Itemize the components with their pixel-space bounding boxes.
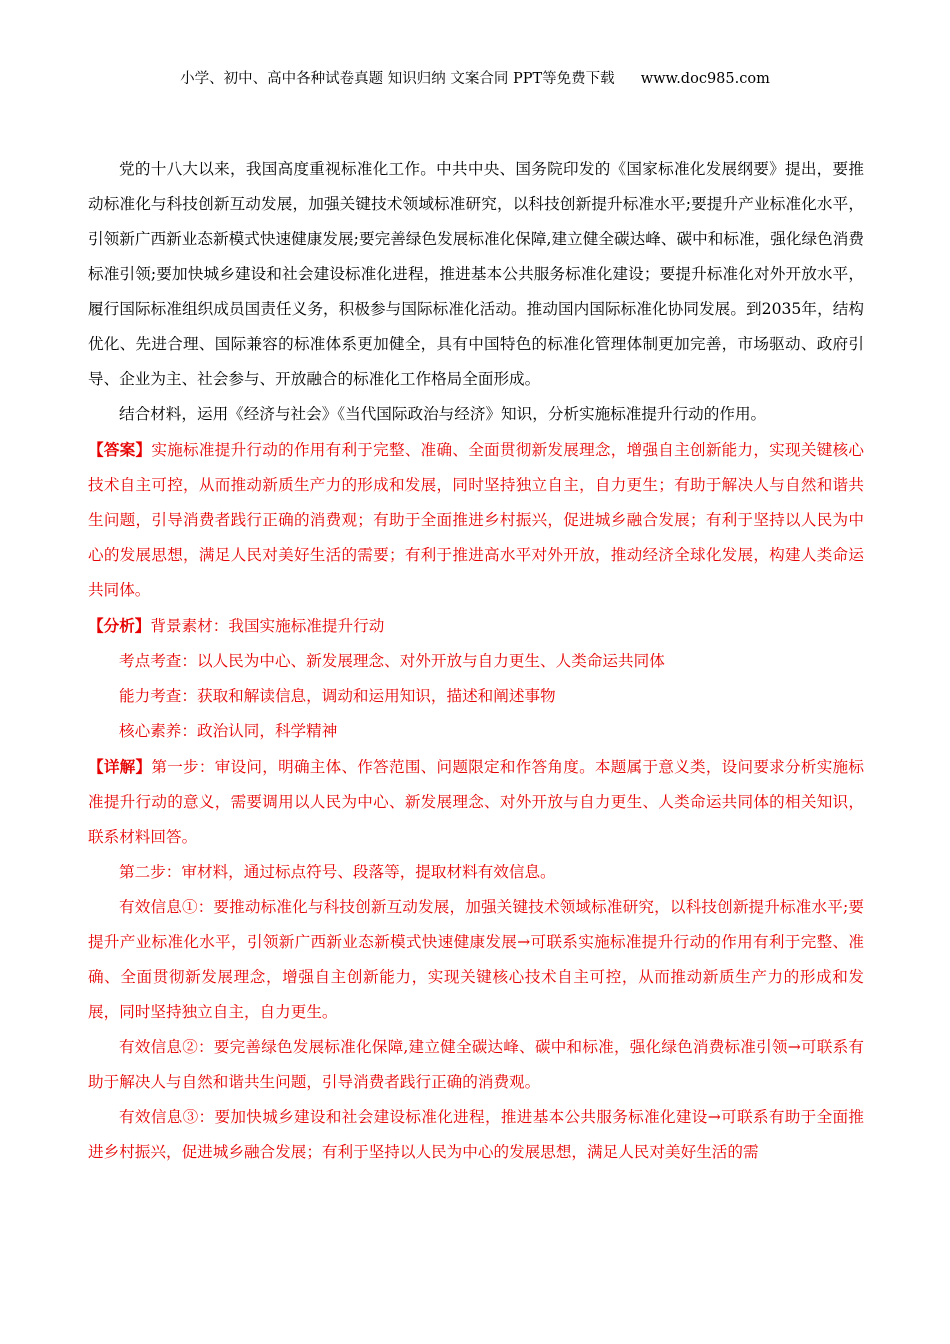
analysis-tag: 【分析】 bbox=[88, 616, 151, 635]
material-paragraph: 党的十八大以来，我国高度重视标准化工作。中共中央、国务院印发的《国家标准化发展纲要》提出，要推动标准化与科技创新互动发展，加强关键技术领域标准研究，以科技创新提升标准水平;要提升产业标准化水平，引领新广西新业态新模式快速健康发展;要完善绿色发展标准化保障,建立健全碳达峰、碳中和标准，强化绿色消费标准引领;要加快城乡建设和社会建设标准化进程，推进基本公共服务标准化建设；要提升标准化对外开放水平，履行国际标准组织成员国责任义务，积极参与国际标准化活动。推动国内国际标准化协同发展。到2035年，结构优化、先进合理、国际兼容的标准体系更加健全，具有中国特色的标准化管理体制更加完善，市场驱动、政府引导、企业为主、社会参与、开放融合的标准化工作格局全面形成。 bbox=[88, 160, 864, 388]
analysis-points: 考点考查：以人民为中心、新发展理念、对外开放与自力更生、人类命运共同体 bbox=[119, 652, 665, 670]
detail-paragraph bbox=[88, 749, 864, 855]
detail-info2: 有效信息②：要完善绿色发展标准化保障,建立健全碳达峰、碳中和标准，强化绿色消费标准引领→可联系有助于解决人与自然和谐共生问题，引导消费者践行正确的消费观。 bbox=[88, 1038, 864, 1091]
detail-step2: 第二步：审材料，通过标点符号、段落等，提取材料有效信息。 bbox=[119, 863, 556, 881]
header-site-link[interactable]: www.doc985.com bbox=[640, 71, 770, 87]
detail-step1: 第一步：审设问，明确主体、作答范围、问题限定和作答角度。本题属于意义类，设问要求分析实施标准提升行动的意义，需要调用以人民为中心、新发展理念、对外开放与自力更生、人类命运共同体的相关知识，联系材料回答。 bbox=[88, 758, 864, 846]
answer-text: 实施标准提升行动的作用有利于完整、准确、全面贯彻新发展理念，增强自主创新能力，实现关键核心技术自主可控，从而推动新质生产力的形成和发展，同时坚持独立自主，自力更生；有助于解决人与自然和谐共生问题，引导消费者践行正确的消费观；有助于全面推进乡村振兴，促进城乡融合发展；有利于坚持以人民为中心的发展思想，满足人民对美好生活的需要；有利于推进高水平对外开放，推动经济全球化发展，构建人类命运共同体。 bbox=[88, 441, 864, 599]
detail-info3: 有效信息③：要加快城乡建设和社会建设标准化进程，推进基本公共服务标准化建设→可联系有助于全面推进乡村振兴，促进城乡融合发展；有利于坚持以人民为中心的发展思想，满足人民对美好生活的需 bbox=[88, 1108, 864, 1161]
page-header bbox=[0, 68, 950, 90]
detail-info1: 有效信息①：要推动标准化与科技创新互动发展，加强关键技术领域标准研究，以科技创新提升标准水平;要提升产业标准化水平，引领新广西新业态新模式快速健康发展→可联系实施标准提升行动的作用有利于完整、准确、全面贯彻新发展理念，增强自主创新能力，实现关键核心技术自主可控，从而推动新质生产力的形成和发展，同时坚持独立自主，自力更生。 bbox=[88, 898, 864, 1021]
detail-tag: 【详解】 bbox=[88, 757, 152, 776]
answer-tag: 【答案】 bbox=[88, 440, 152, 459]
document-body bbox=[88, 152, 864, 1170]
analysis-background: 背景素材：我国实施标准提升行动 bbox=[150, 617, 385, 635]
analysis-ability: 能力考查：获取和解读信息，调动和运用知识，描述和阐述事物 bbox=[119, 687, 556, 705]
header-text: 小学、初中、高中各种试卷真题 知识归纳 文案合同 PPT等免费下载 bbox=[180, 71, 615, 87]
analysis-literacy: 核心素养：政治认同，科学精神 bbox=[119, 722, 338, 740]
answer-paragraph bbox=[88, 432, 864, 608]
analysis-paragraph bbox=[88, 608, 864, 644]
question-paragraph: 结合材料，运用《经济与社会》《当代国际政治与经济》知识，分析实施标准提升行动的作用。 bbox=[119, 405, 767, 423]
